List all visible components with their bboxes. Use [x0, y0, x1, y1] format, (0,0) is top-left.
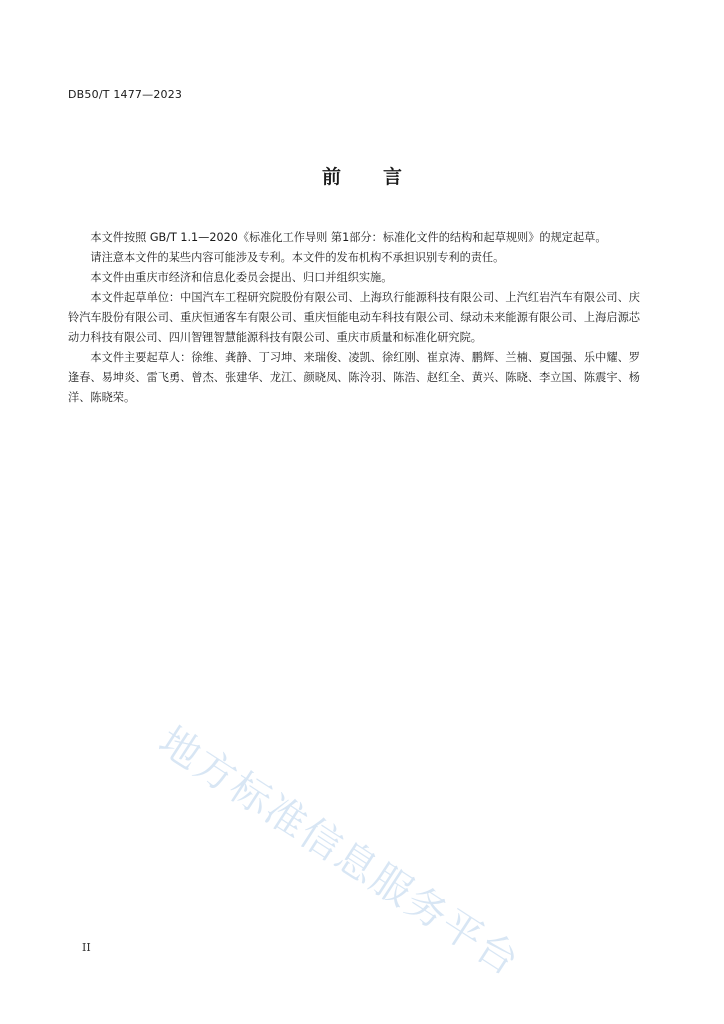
- watermark: 地方标准信息服务平台: [150, 718, 528, 986]
- paragraph-drafting-rules: 本文件按照 GB/T 1.1—2020《标准化工作导则 第1部分：标准化文件的结构和起草规则》的规定起草。: [90, 231, 607, 244]
- paragraph-proposer: 本文件由重庆市经济和信息化委员会提出、归口并组织实施。: [90, 271, 393, 284]
- document-code: DB50/T 1477—2023: [68, 88, 183, 101]
- foreword-body: [68, 228, 640, 408]
- title-char-1: 前: [321, 166, 341, 188]
- page-number: II: [82, 941, 91, 954]
- paragraph-patent-notice: 请注意本文件的某些内容可能涉及专利。本文件的发布机构不承担识别专利的责任。: [90, 251, 505, 264]
- title-char-2: 言: [383, 166, 403, 188]
- paragraph-drafting-units: 本文件起草单位：中国汽车工程研究院股份有限公司、上海玖行能源科技有限公司、上汽红岩汽车有限公司、庆铃汽车股份有限公司、重庆恒通客车有限公司、重庆恒能电动车科技有限公司、绿动未来能源有限公司、上海启源芯动力科技有限公司、四川智锂智慧能源科技有限公司、重庆市质量和标准化研究院。: [68, 291, 640, 344]
- section-title: [0, 162, 724, 189]
- paragraph-drafters: 本文件主要起草人：徐维、龚静、丁习坤、来瑞俊、凌凯、徐红刚、崔京涛、鹏辉、兰楠、夏国强、乐中耀、罗逢春、易坤炎、雷飞勇、曾杰、张建华、龙江、颜晓凤、陈泠羽、陈浩、赵红全、黄兴、陈晓、李立国、陈震宇、杨洋、陈晓荣。: [68, 351, 640, 404]
